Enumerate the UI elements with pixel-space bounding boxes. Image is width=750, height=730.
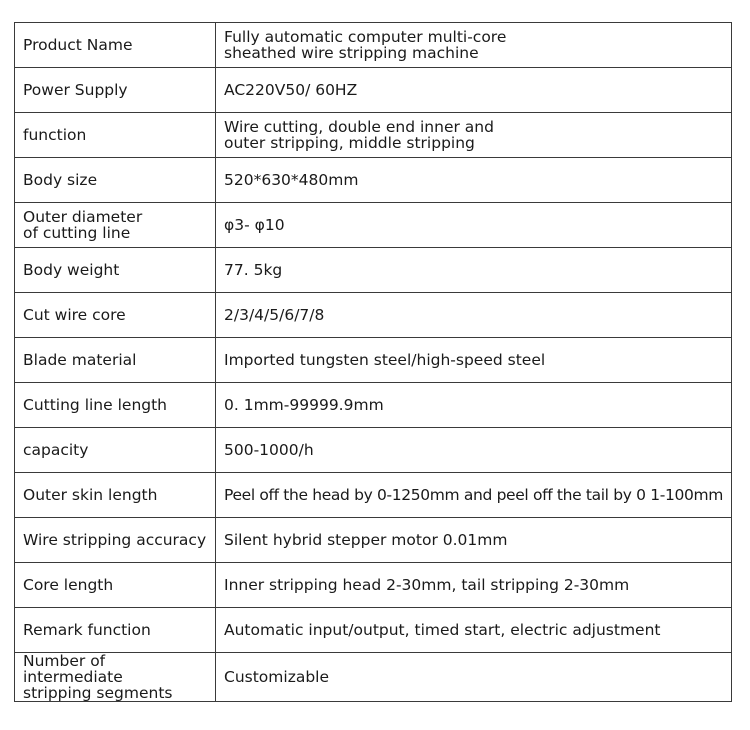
table-row — [15, 338, 732, 383]
spec-value: Customizable — [216, 653, 732, 702]
spec-label: Body weight — [15, 248, 216, 293]
spec-label: Cutting line length — [15, 383, 216, 428]
table-row — [15, 608, 732, 653]
spec-label: Outer diameter of cutting line — [15, 203, 216, 248]
table-row — [15, 428, 732, 473]
spec-value: 500-1000/h — [216, 428, 732, 473]
spec-table — [14, 22, 732, 702]
spec-label: Power Supply — [15, 68, 216, 113]
spec-value: φ3- φ10 — [216, 203, 732, 248]
table-row — [15, 158, 732, 203]
spec-value: Inner stripping head 2-30mm, tail stripping 2-30mm — [216, 563, 732, 608]
table-row — [15, 383, 732, 428]
spec-value: 2/3/4/5/6/7/8 — [216, 293, 732, 338]
table-row — [15, 518, 732, 563]
spec-table-body — [15, 23, 732, 702]
spec-value: Imported tungsten steel/high-speed steel — [216, 338, 732, 383]
spec-value: Fully automatic computer multi-core sheathed wire stripping machine — [216, 23, 732, 68]
spec-label: Blade material — [15, 338, 216, 383]
spec-label: Outer skin length — [15, 473, 216, 518]
spec-label: capacity — [15, 428, 216, 473]
spec-value: 77. 5kg — [216, 248, 732, 293]
table-row — [15, 68, 732, 113]
spec-value: AC220V50/ 60HZ — [216, 68, 732, 113]
spec-value: Silent hybrid stepper motor 0.01mm — [216, 518, 732, 563]
spec-label: Body size — [15, 158, 216, 203]
spec-label: function — [15, 113, 216, 158]
table-row — [15, 563, 732, 608]
spec-label: Number of intermediate stripping segments — [15, 653, 216, 702]
table-row — [15, 248, 732, 293]
table-row — [15, 113, 732, 158]
spec-label: Product Name — [15, 23, 216, 68]
table-row — [15, 23, 732, 68]
table-row — [15, 293, 732, 338]
spec-value: Wire cutting, double end inner and outer stripping, middle stripping — [216, 113, 732, 158]
spec-label: Core length — [15, 563, 216, 608]
spec-value: 0. 1mm-99999.9mm — [216, 383, 732, 428]
spec-label: Remark function — [15, 608, 216, 653]
table-row — [15, 203, 732, 248]
spec-label: Wire stripping accuracy — [15, 518, 216, 563]
table-row — [15, 653, 732, 702]
spec-label: Cut wire core — [15, 293, 216, 338]
spec-value: 520*630*480mm — [216, 158, 732, 203]
spec-value: Automatic input/output, timed start, electric adjustment — [216, 608, 732, 653]
spec-value: Peel off the head by 0-1250mm and peel off the tail by 0 1-100mm — [216, 473, 732, 518]
table-row — [15, 473, 732, 518]
